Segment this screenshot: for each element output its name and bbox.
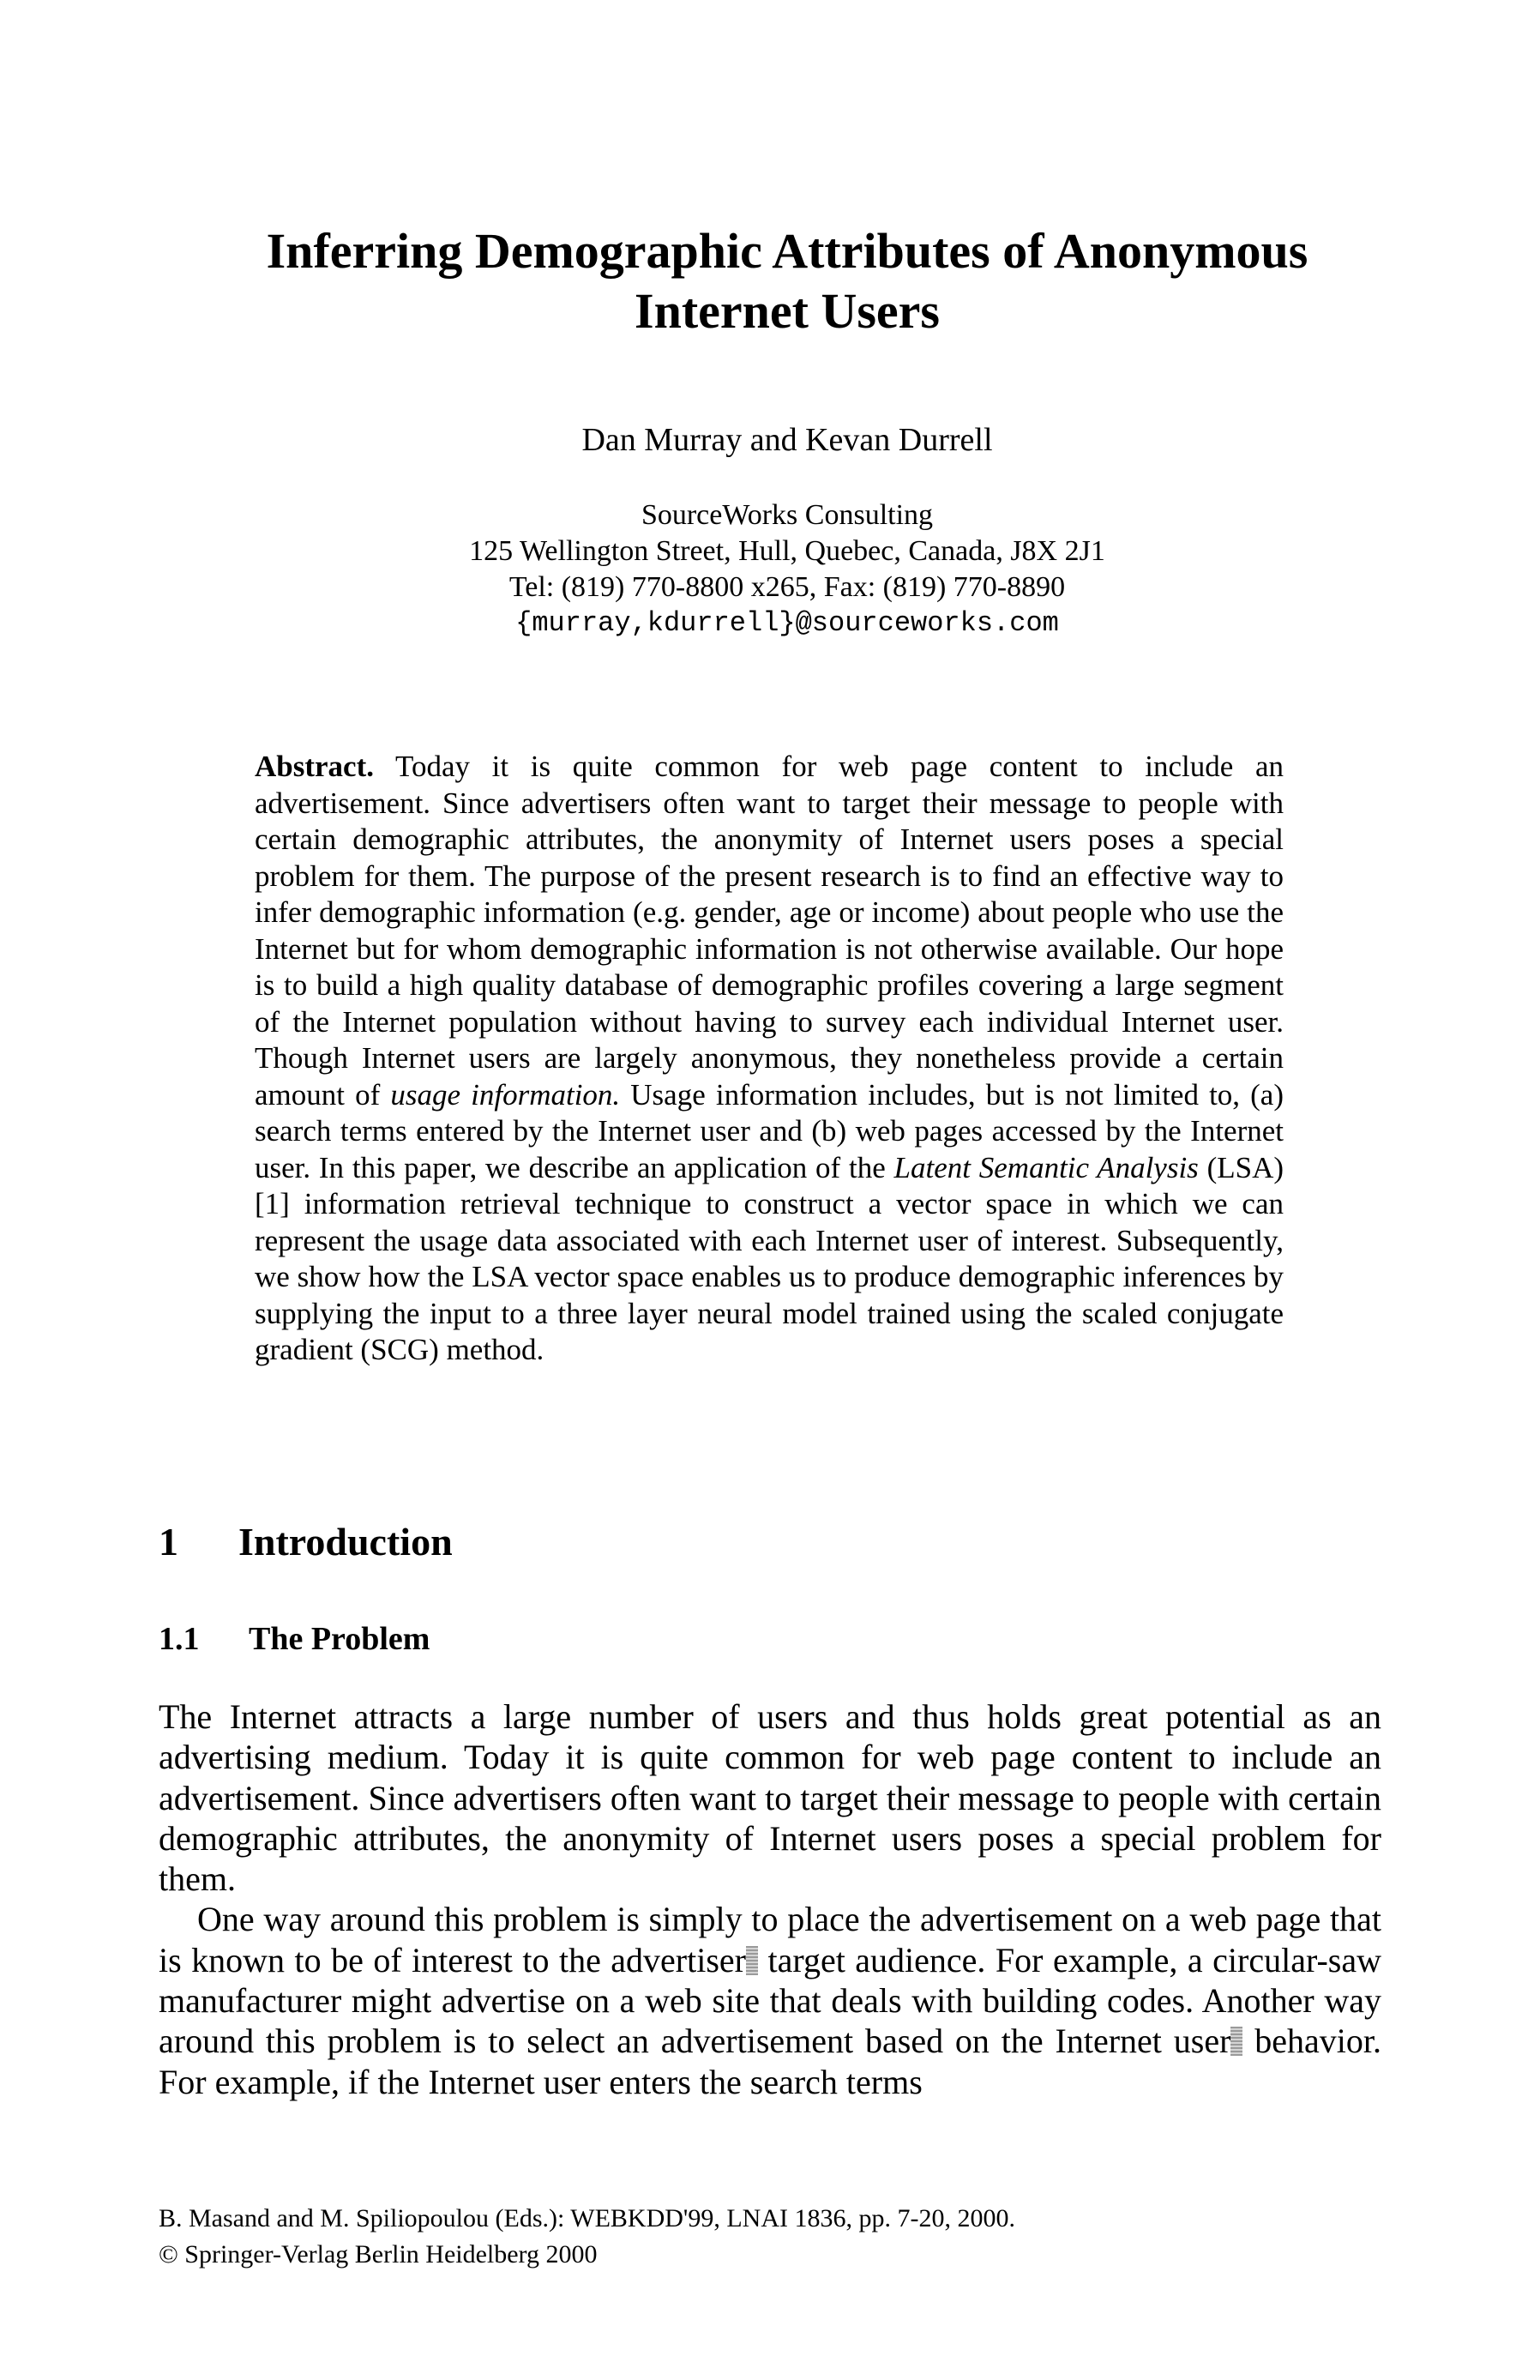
subsection-title: The Problem [249,1621,430,1657]
citation-footer [159,2201,1273,2273]
missing-apostrophe-glyph [746,1946,758,1975]
abstract-label: Abstract. [255,750,374,783]
abstract-text-3: (LSA) [1] information retrieval technique to construct a vector space in which we can represent the usage data associated with each Internet user of interest. Subsequently, we show how the LSA vector space enables us to produce demographic inferences by supplying the input to a three layer neural model trained using the scaled conjugate gradient (SCG) method. [255,1150,1284,1366]
title-line-1: Inferring Demographic Attributes of Anonymous [266,223,1308,279]
copyright-line: © Springer-Verlag Berlin Heidelberg 2000 [159,2240,598,2269]
affiliation-org: SourceWorks Consulting [641,499,934,531]
missing-apostrophe-glyph [1230,2027,1242,2056]
body-paragraph-1: The Internet attracts a large number of users and thus holds great potential as an advertising medium. Today it is quite common for web page content to include an advertisement. Since advertisers often want to target their message to people with certain demographic attributes, the anonymity of Internet users poses a special problem for them. [159,1697,1381,1899]
affiliation-phone: Tel: (819) 770-8800 x265, Fax: (819) 770-8890 [508,571,1066,603]
abstract [255,749,1284,1369]
abstract-text-1: Today it is quite common for web page content to include an advertisement. Since advertisers often want to target their message to people with certain demographic attributes, the anonymity of Internet users poses a special problem for them. The purpose of the present research is to find an effective way to infer demographic information (e.g. gender, age or income) about people who use the Internet but for whom demographic information is not otherwise available. Our hope is to build a high quality database of demographic profiles covering a large segment of the Internet population without having to survey each individual Internet user. Though Internet users are largely anonymous, they nonetheless provide a certain amount of [255,750,1284,1112]
body-paragraph-2 [159,1899,1381,2101]
author-names: Dan Murray and Kevan Durrell [581,422,993,458]
body-paragraph-2-part-3: behavior. For example, if the Internet user enters the search terms [159,2021,1381,2101]
title-line-2: Internet Users [635,283,940,339]
section-number: 1 [159,1520,178,1564]
abstract-term-usage-information: usage information. [390,1077,621,1112]
subsection-number: 1.1 [159,1621,200,1657]
citation-line: B. Masand and M. Spiliopoulou (Eds.): WEBKDD'99, LNAI 1836, pp. 7-20, 2000. [159,2204,1015,2232]
affiliation-block [171,497,1403,642]
body-text [159,1696,1381,2102]
affiliation-address: 125 Wellington Street, Hull, Quebec, Canada, J8X 2J1 [469,535,1105,567]
paper-title [171,221,1403,341]
abstract-text-2: Usage information includes, but is not limited to, (a) search terms entered by the Internet user and (b) web pages accessed by the Internet user. In this paper, we describe an application of the [255,1077,1284,1184]
body-paragraph-2-part-2: target audience. For example, a circular-saw manufacturer might advertise on a web site that deals with building codes. Another way around this problem is to select an advertisement based on the Internet user [159,1940,1381,2061]
body-paragraph-2-part-1: One way around this problem is simply to place the advertisement on a web page that is known to be of interest to the advertiser [159,1900,1381,1979]
section-title: Introduction [238,1520,453,1564]
abstract-term-lsa: Latent Semantic Analysis [893,1150,1199,1184]
affiliation-email: {murray,kdurrell}@sourceworks.com [515,607,1059,639]
